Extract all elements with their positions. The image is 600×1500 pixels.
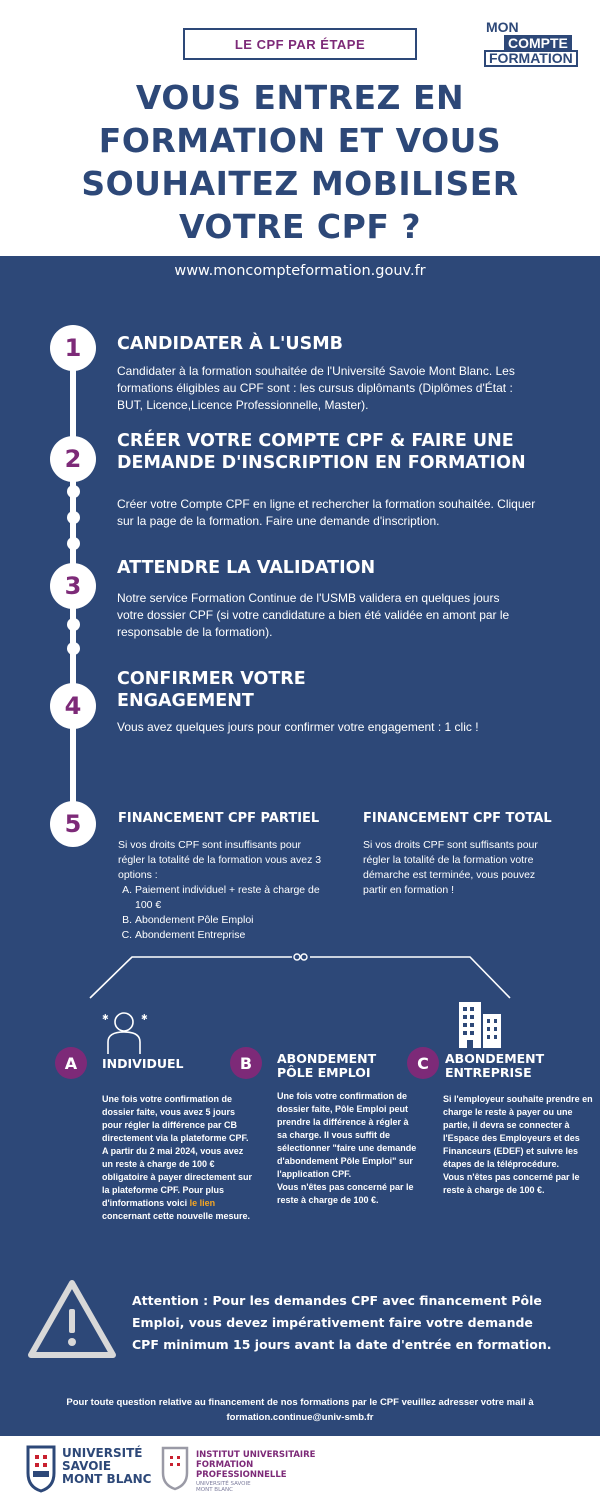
- option-a-badge: A: [55, 1047, 87, 1079]
- contact-text: Pour toute question relative au financement de nos formations par le CPF veuillez adresser votre mail à: [66, 1397, 534, 1408]
- iufp-shield-icon: [160, 1445, 190, 1491]
- step-number-2: 2: [50, 436, 96, 482]
- iufp-line-2: FORMATION: [196, 1460, 254, 1470]
- option-a-text-2: A partir du 2 mai 2024, vous avez un reste à charge de 100 € obligatoire à payer directement sur la plateforme CPF. Pour plus d'informations voici: [102, 1146, 253, 1208]
- step-number-4: 4: [50, 683, 96, 729]
- iufp-line-3: PROFESSIONNELLE: [196, 1470, 287, 1480]
- step-number-1: 1: [50, 325, 96, 371]
- option-c-text-2: Vous n'êtes pas concerné par le reste à charge de 100 €.: [443, 1172, 580, 1195]
- timeline-dot: [67, 618, 80, 631]
- option-b-text-2: Vous n'êtes pas concerné par le reste à charge de 100 €.: [277, 1182, 414, 1205]
- option-c-text: [443, 1093, 593, 1197]
- option-b-title: ABONDEMENT PÔLE EMPLOI: [277, 1051, 377, 1080]
- financing-total-title: FINANCEMENT CPF TOTAL: [363, 811, 552, 826]
- option-c-title: ABONDEMENT ENTREPRISE: [445, 1051, 545, 1080]
- step-4-text: Vous avez quelques jours pour confirmer votre engagement : 1 clic !: [117, 720, 479, 734]
- warning-text: Attention : Pour les demandes CPF avec financement Pôle Emploi, vous devez impérativement faire votre demande CPF minimum 15 jours avant la date d'entrée en formation.: [132, 1293, 552, 1352]
- step-number-5: 5: [50, 801, 96, 847]
- bracket-connector: [88, 950, 514, 1004]
- timeline-dot: [67, 511, 80, 524]
- iufp-sub-line-2: MONT BLANC: [196, 1487, 233, 1493]
- iufp-logo-text: [196, 1450, 315, 1480]
- step-number-3: 3: [50, 563, 96, 609]
- logo-line-1: MON: [486, 19, 519, 35]
- step-3-title: ATTENDRE LA VALIDATION: [117, 558, 376, 578]
- option-c-text-1: Si l'employeur souhaite prendre en charge le reste à payer ou une partie, il devra se connecter à l'Espace des Employeurs et des Financeurs (EDEF) et suivre les étapes de la téléprocédure.: [443, 1094, 593, 1169]
- website-url: www.moncompteformation.gouv.fr: [174, 263, 426, 279]
- building-icon: [455, 998, 505, 1050]
- timeline-dot: [67, 485, 80, 498]
- warning-icon: [25, 1277, 119, 1361]
- usmb-line-2: SAVOIE: [62, 1459, 112, 1473]
- iufp-subtitle: [196, 1481, 251, 1493]
- financing-partial-title: FINANCEMENT CPF PARTIEL: [118, 811, 320, 826]
- step-3-text: Notre service Formation Continue de l'USMB validera en quelques jours votre dossier CPF (si votre candidature a bien été validée en amont par le responsable de la formation).: [117, 591, 510, 639]
- option-a-text-3: concernant cette nouvelle mesure.: [102, 1211, 251, 1221]
- contact-email[interactable]: formation.continue@univ-smb.fr: [226, 1412, 374, 1423]
- usmb-line-3: MONT BLANC: [62, 1472, 152, 1486]
- list-item: A. Paiement individuel + reste à charge de 100 €: [135, 883, 323, 913]
- step-badge: [183, 28, 417, 60]
- list-item: C. Abondement Entreprise: [135, 928, 323, 943]
- page-title: VOUS ENTREZ EN FORMATION ET VOUS SOUHAITEZ MOBILISER VOTRE CPF ?: [81, 78, 519, 246]
- option-c-badge: C: [407, 1047, 439, 1079]
- usmb-logo-text: [62, 1447, 151, 1486]
- iufp-sub-line-1: UNIVERSITÉ SAVOIE: [196, 1481, 251, 1487]
- financing-partial-block: [118, 838, 323, 943]
- financing-partial-text: Si vos droits CPF sont insuffisants pour régler la totalité de la formation vous avez 3 options :: [118, 839, 322, 881]
- step-2-text: Créer votre Compte CPF en ligne et rechercher la formation souhaitée. Cliquer sur la page de la formation. Faire une demande d'inscription.: [117, 497, 536, 528]
- step-1-title: CANDIDATER À L'USMB: [117, 334, 343, 354]
- info-link[interactable]: le lien: [189, 1198, 216, 1208]
- badge-label: LE CPF PAR ÉTAPE: [234, 36, 366, 52]
- timeline-dot: [67, 537, 80, 550]
- usmb-shield-icon: [24, 1443, 58, 1493]
- contact-note: [20, 1395, 580, 1425]
- usmb-line-1: UNIVERSITÉ: [62, 1446, 143, 1460]
- svg-text:✱: ✱: [141, 1013, 148, 1022]
- iufp-line-1: INSTITUT UNIVERSITAIRE: [196, 1450, 316, 1460]
- option-a-text: [102, 1093, 254, 1223]
- financing-options-list: [135, 883, 323, 943]
- option-b-text-1: Une fois votre confirmation de dossier faite, Pôle Emploi peut prendre la différence à régler à sa charge. Il vous suffit de sélectionner "faire une demande d'abondement Pôle Emploi" sur l'application CPF.: [277, 1091, 417, 1179]
- step-2-title: CRÉER VOTRE COMPTE CPF & FAIRE UNE DEMANDE D'INSCRIPTION EN FORMATION: [117, 431, 526, 473]
- step-1-text: Candidater à la formation souhaitée de l'Université Savoie Mont Blanc. Les formations éligibles au CPF sont : les cursus diplômants (Diplômes d'État : BUT, Licence,Licence Professionnelle, Master).: [117, 364, 515, 412]
- financing-total-text: Si vos droits CPF sont suffisants pour régler la totalité de la formation votre démarche est terminée, vous pouvez partir en formation !: [363, 839, 538, 896]
- option-a-title: INDIVIDUEL: [102, 1056, 184, 1071]
- option-b-badge: B: [230, 1047, 262, 1079]
- timeline-dot: [67, 642, 80, 655]
- step-4-title: CONFIRMER VOTRE ENGAGEMENT: [117, 669, 306, 711]
- person-icon: [100, 1008, 150, 1056]
- option-b-text: [277, 1090, 417, 1207]
- logo-line-2: COMPTE: [504, 35, 572, 51]
- svg-text:✱: ✱: [102, 1013, 109, 1022]
- moncompteformation-logo: [484, 18, 574, 66]
- list-item: B. Abondement Pôle Emploi: [135, 913, 323, 928]
- logo-line-3: FORMATION: [484, 50, 578, 67]
- option-a-text-1: Une fois votre confirmation de dossier faite, vous avez 5 jours pour régler la différence par CB directement via la plateforme CPF.: [102, 1094, 249, 1143]
